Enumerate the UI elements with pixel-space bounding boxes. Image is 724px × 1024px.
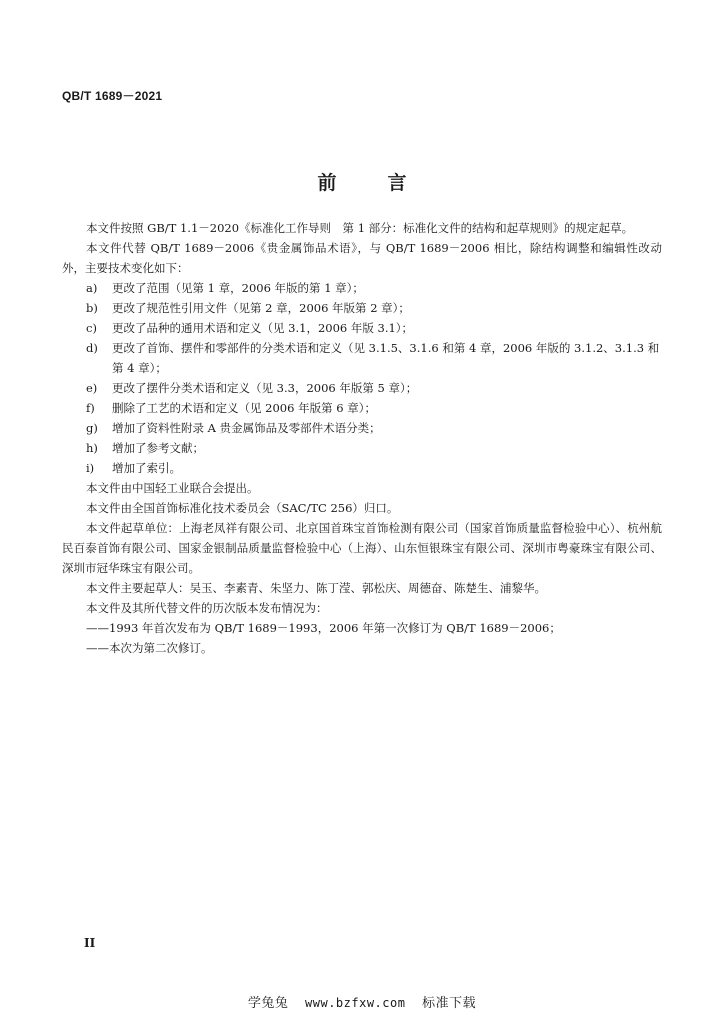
paragraph-drafters: 本文件主要起草人：吴玉、李素青、朱坚力、陈丁滢、郭松庆、周德奋、陈楚生、浦黎华。: [86, 581, 546, 595]
list-item-text: 更改了范围（见第 1 章，2006 年版的第 1 章）；: [112, 281, 364, 295]
list-item-text: 增加了资料性附录 A 贵金属饰品及零部件术语分类；: [112, 421, 381, 435]
list-item: [62, 278, 662, 298]
history-item: ——1993 年首次发布为 QB/T 1689－1993，2006 年第一次修订为 QB/T 1689－2006；: [86, 621, 561, 635]
list-marker: i): [86, 461, 95, 475]
page-title: 前 言: [317, 172, 423, 194]
list-marker: c): [86, 321, 97, 335]
history-item: ——本次为第二次修订。: [86, 641, 213, 655]
footer-url-link[interactable]: www.bzfxw.com: [305, 996, 406, 1010]
paragraph-history-intro: 本文件及其所代替文件的历次版本发布情况为：: [86, 601, 328, 615]
list-item: [62, 318, 662, 338]
document-body: [62, 218, 662, 658]
list-item: [62, 298, 662, 318]
paragraph-replacement: 本文件代替 QB/T 1689－2006《贵金属饰品术语》，与 QB/T 1689－2006 相比，除结构调整和编辑性改动外，主要技术变化如下：: [62, 241, 662, 275]
list-marker: a): [86, 281, 98, 295]
list-marker: e): [86, 381, 98, 395]
list-item-text: 增加了参考文献；: [112, 441, 204, 455]
list-item-text: 增加了索引。: [112, 461, 181, 475]
list-marker: g): [86, 421, 98, 435]
list-item: [62, 338, 662, 378]
list-marker: d): [86, 341, 98, 355]
list-item-text: 更改了首饰、摆件和零部件的分类术语和定义（见 3.1.5、3.1.6 和第 4 章，2006 年版的 3.1.2、3.1.3 和第 4 章）；: [112, 341, 660, 375]
list-marker: b): [86, 301, 98, 315]
list-item: [62, 398, 662, 418]
list-item: [62, 378, 662, 398]
paragraph-proposer: 本文件由中国轻工业联合会提出。: [86, 481, 259, 495]
footer-site-name: 学兔兔: [247, 996, 289, 1011]
paragraph-committee: 本文件由全国首饰标准化技术委员会（SAC/TC 256）归口。: [86, 501, 399, 515]
list-item: [62, 418, 662, 438]
list-item-text: 更改了品种的通用术语和定义（见 3.1，2006 年版 3.1）；: [112, 321, 414, 335]
paragraph-drafting-units: 本文件起草单位：上海老凤祥有限公司、北京国首珠宝首饰检测有限公司（国家首饰质量监督检验中心）、杭州航民百泰首饰有限公司、国家金银制品质量监督检验中心（上海）、山东恒银珠宝有限公司、深圳市粤豪珠宝有限公司、深圳市冠华珠宝有限公司。: [62, 521, 662, 575]
list-item-text: 更改了规范性引用文件（见第 2 章，2006 年版第 2 章）；: [112, 301, 410, 315]
list-item: [62, 458, 662, 478]
list-item-text: 更改了摆件分类术语和定义（见 3.3，2006 年版第 5 章）；: [112, 381, 418, 395]
document-code: QB/T 1689－2021: [62, 89, 163, 103]
changes-list: [62, 278, 662, 478]
list-marker: f): [86, 401, 95, 415]
footer-watermark: [0, 992, 724, 1011]
list-marker: h): [86, 441, 98, 455]
paragraph-drafting-rules: 本文件按照 GB/T 1.1－2020《标准化工作导则 第 1 部分：标准化文件的结构和起草规则》的规定起草。: [86, 221, 634, 235]
footer-tagline: 标准下载: [422, 996, 477, 1011]
page-number: II: [84, 936, 96, 950]
list-item-text: 删除了工艺的术语和定义（见 2006 年版第 6 章）；: [112, 401, 376, 415]
list-item: [62, 438, 662, 458]
